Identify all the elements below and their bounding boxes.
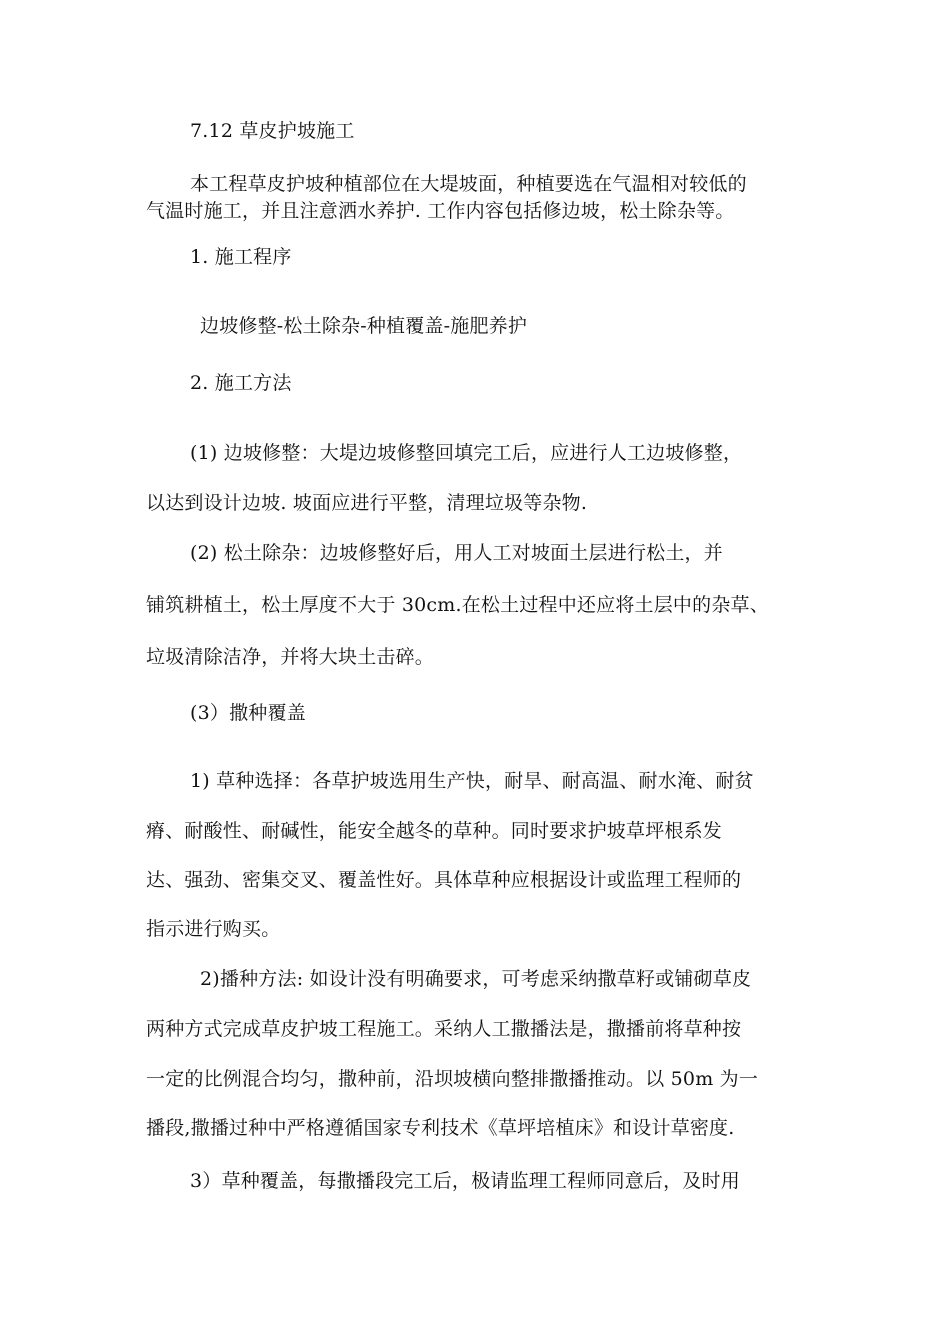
sub1-line-1: 1) 草种选择：各草护坡选用生产快，耐旱、耐高温、耐水淹、耐贫 (190, 770, 754, 792)
item1-heading: 1. 施工程序 (190, 246, 292, 268)
sub2-line-4: 播段,撒播过种中严格遵循国家专利技术《草坪培植床》和设计草密度. (146, 1117, 735, 1139)
intro-line-1: 本工程草皮护坡种植部位在大堤坡面，种植要选在气温相对较低的 (190, 173, 747, 195)
method3-heading: (3）撒种覆盖 (190, 702, 306, 724)
method2-line-1: (2) 松土除杂：边坡修整好后，用人工对坡面土层进行松土，并 (190, 542, 723, 564)
method2-line-2: 铺筑耕植土，松土厚度不大于 30cm.在松土过程中还应将土层中的杂草、 (146, 594, 769, 616)
sub2-line-1: 2)播种方法: 如设计没有明确要求，可考虑采纳撒草籽或铺砌草皮 (200, 968, 752, 990)
sub2-line-2: 两种方式完成草皮护坡工程施工。采纳人工撒播法是，撒播前将草种按 (146, 1018, 742, 1040)
sub1-line-2: 瘠、耐酸性、耐碱性，能安全越冬的草种。同时要求护坡草坪根系发 (146, 820, 723, 842)
sub1-line-3: 达、强劲、密集交叉、覆盖性好。具体草种应根据设计或监理工程师的 (146, 869, 742, 891)
method1-line-1: (1) 边坡修整：大堤边坡修整回填完工后，应进行人工边坡修整， (190, 442, 743, 464)
sub2-line-3: 一定的比例混合均匀，撒种前，沿坝坡横向整排撒播推动。以 50m 为一 (146, 1068, 759, 1090)
procedure-flow: 边坡修整-松土除杂-种植覆盖-施肥养护 (200, 315, 528, 337)
sub3-line-1: 3）草种覆盖，每撒播段完工后，极请监理工程师同意后，及时用 (190, 1170, 740, 1192)
item2-heading: 2. 施工方法 (190, 372, 292, 394)
intro-line-2: 气温时施工，并且注意洒水养护. 工作内容包括修边坡，松土除杂等。 (146, 200, 735, 222)
method2-line-3: 垃圾清除洁净，并将大块土击碎。 (146, 646, 435, 668)
sub1-line-4: 指示进行购买。 (146, 918, 281, 940)
section-heading: 7.12 草皮护坡施工 (190, 120, 355, 142)
method1-line-2: 以达到设计边坡. 坡面应进行平整，清理垃圾等杂物. (146, 492, 588, 514)
